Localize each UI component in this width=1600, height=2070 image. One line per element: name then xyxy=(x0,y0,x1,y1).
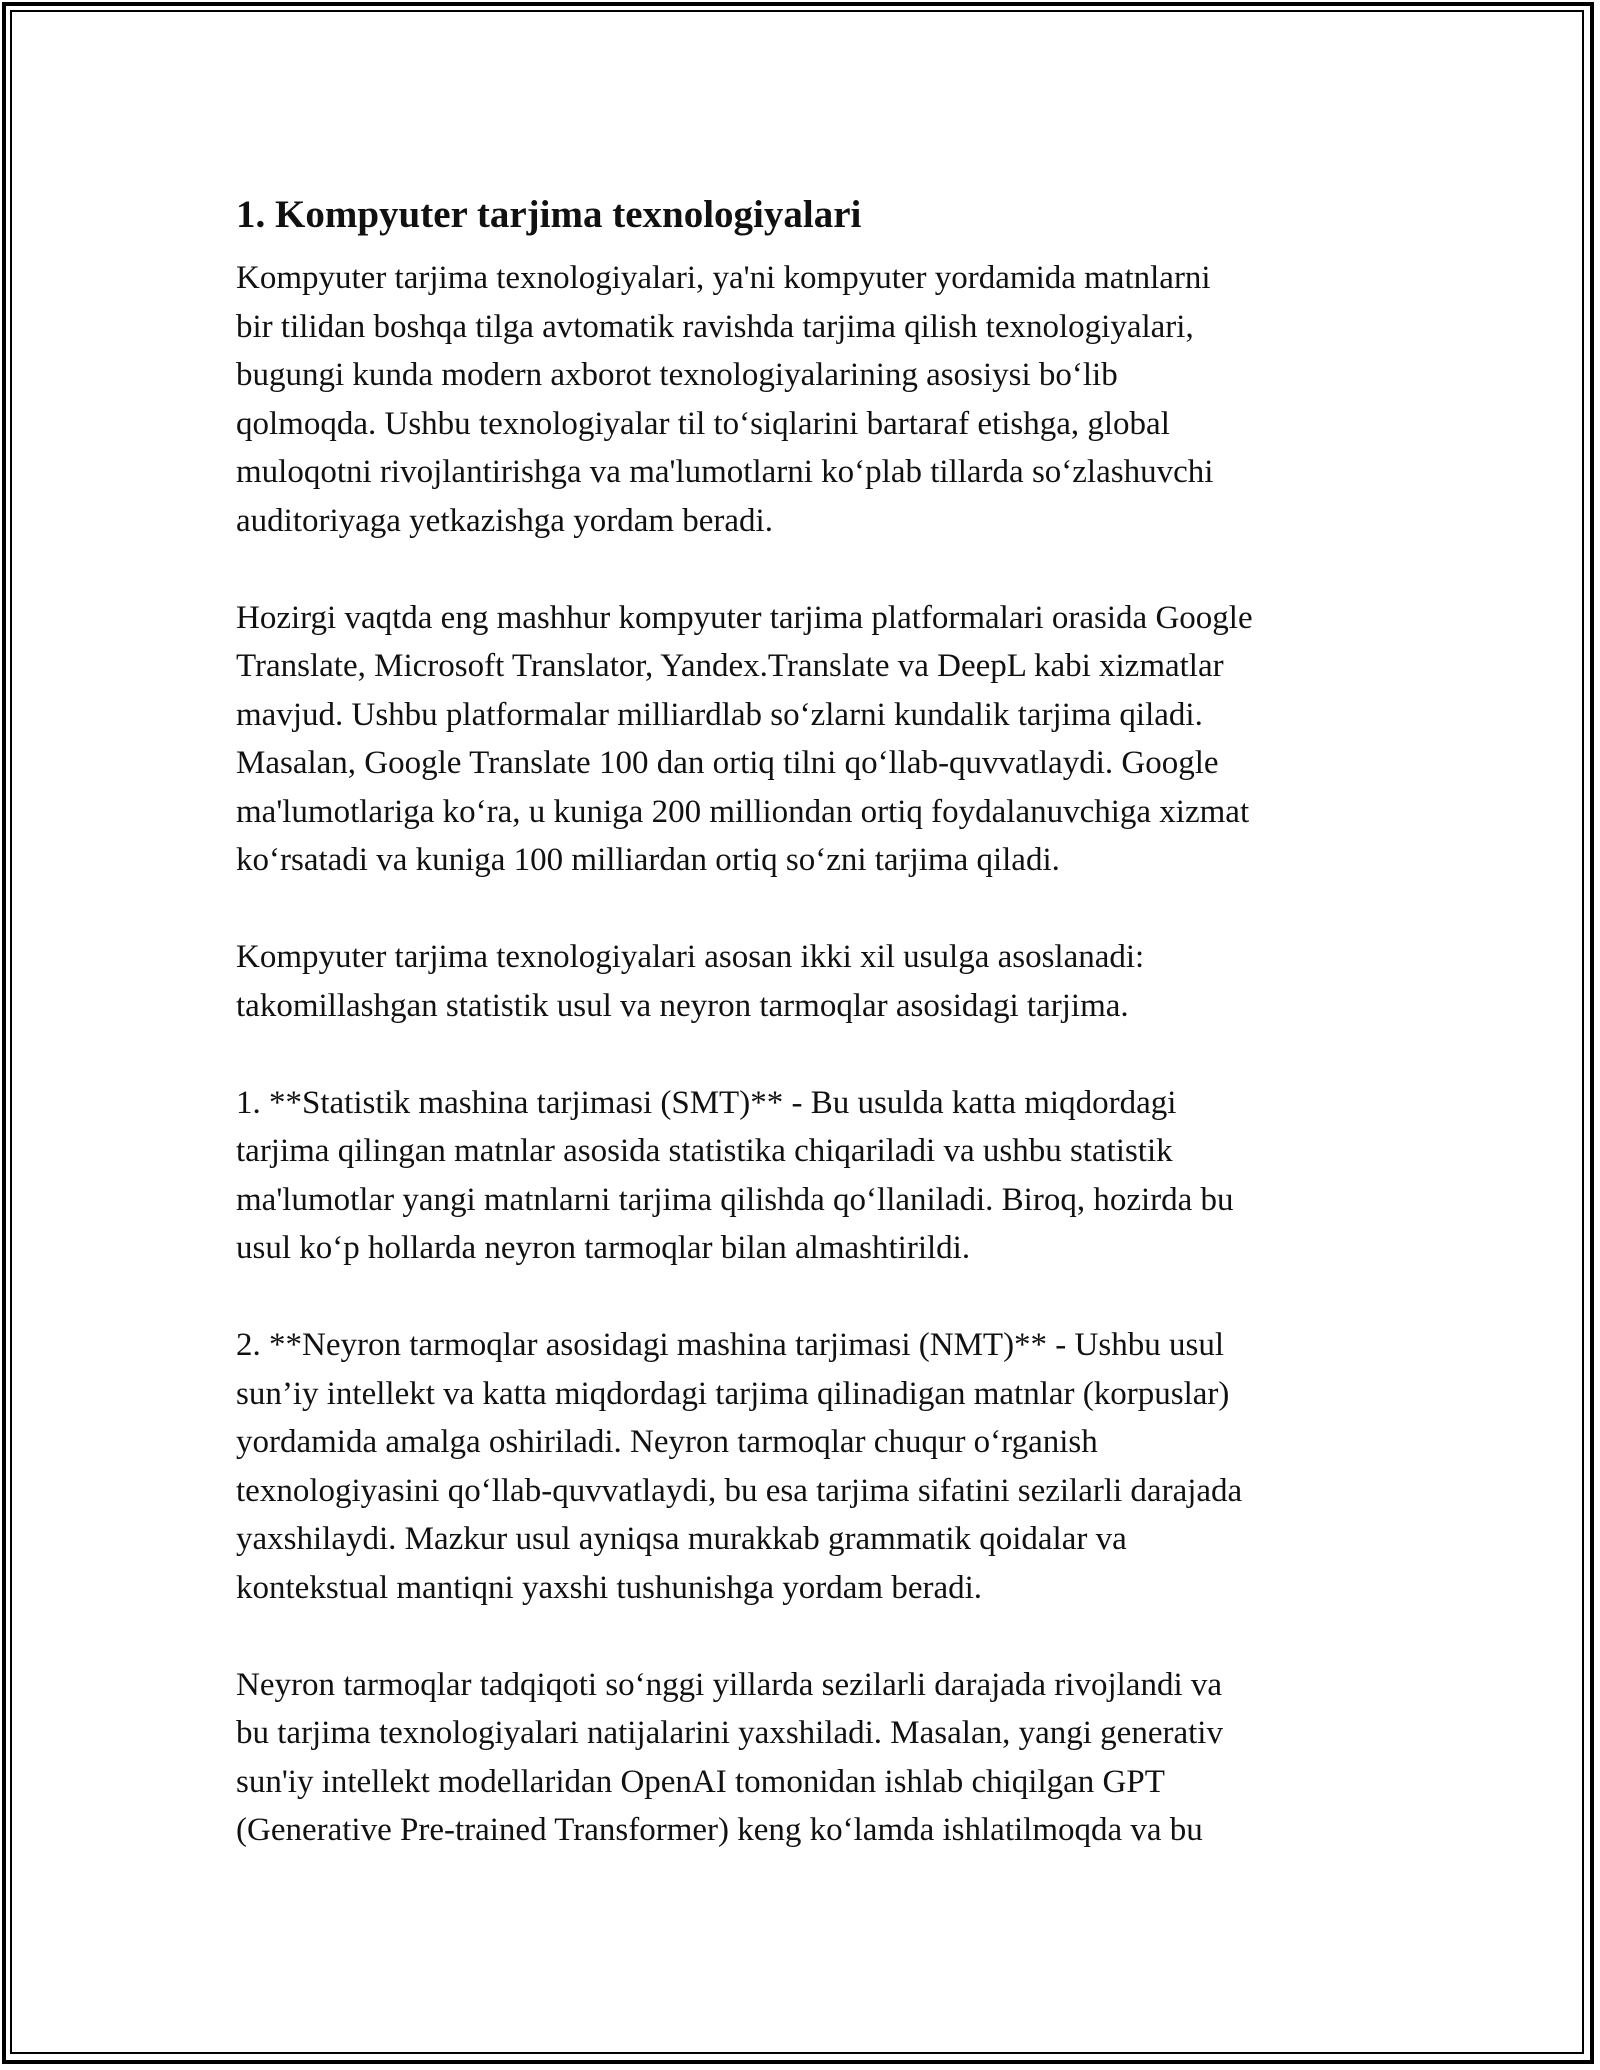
paragraph-methods xyxy=(236,933,1386,1030)
text-line: muloqotni rivojlantirishga va ma'lumotlarni koʻplab tillarda soʻzlashuvchi xyxy=(236,454,1214,490)
text-line: sun'iy intellekt modellaridan OpenAI tomonidan ishlab chiqilgan GPT xyxy=(236,1763,1165,1800)
text-line: 1. **Statistik mashina tarjimasi (SMT)** - Bu usulda katta miqdordagi xyxy=(236,1084,1177,1121)
text-line: tarjima qilingan matnlar asosida statistika chiqariladi va ushbu statistik xyxy=(236,1133,1173,1169)
text-line: bir tilidan boshqa tilga avtomatik ravishda tarjima qilish texnologiyalari, xyxy=(236,308,1194,345)
paragraph-gap xyxy=(236,1612,1386,1661)
text-line: yordamida amalga oshiriladi. Neyron tarmoqlar chuqur oʻrganish xyxy=(236,1424,1098,1460)
text-line: koʻrsatadi va kuniga 100 milliardan ortiq soʻzni tarjima qiladi. xyxy=(236,842,1060,878)
text-line: takomillashgan statistik usul va neyron tarmoqlar asosidagi tarjima. xyxy=(236,987,1129,1024)
paragraph-gap xyxy=(236,545,1386,594)
paragraph-gap xyxy=(236,885,1386,934)
text-line: ma'lumotlar yangi matnlarni tarjima qilishda qoʻllaniladi. Biroq, hozirda bu xyxy=(236,1181,1234,1218)
text-line: mavjud. Ushbu platformalar milliardlab soʻzlarni kundalik tarjima qiladi. xyxy=(236,696,1203,733)
text-line: bu tarjima texnologiyalari natijalarini yaxshiladi. Masalan, yangi generativ xyxy=(236,1715,1223,1751)
text-line: Hozirgi vaqtda eng mashhur kompyuter tarjima platformalari orasida Google xyxy=(236,599,1253,636)
paragraph-gap xyxy=(236,1273,1386,1322)
paragraph-gap xyxy=(236,1030,1386,1079)
text-line: Neyron tarmoqlar tadqiqoti soʻnggi yillarda sezilarli darajada rivojlandi va xyxy=(236,1666,1223,1703)
text-line: auditoriyaga yetkazishga yordam beradi. xyxy=(236,502,773,539)
text-line: bugungi kunda modern axborot texnologiyalarining asosiysi boʻlib xyxy=(236,357,1118,393)
text-line: texnologiyasini qoʻllab-quvvatlaydi, bu esa tarjima sifatini sezilarli darajada xyxy=(236,1472,1243,1509)
text-line: Masalan, Google Translate 100 dan ortiq tilni qoʻllab-quvvatlaydi. Google xyxy=(236,745,1219,781)
paragraph-nmt xyxy=(236,1321,1386,1612)
paragraph-research xyxy=(236,1661,1386,1855)
paragraph-smt xyxy=(236,1079,1386,1273)
document-body xyxy=(236,186,1386,1855)
text-line: yaxshilaydi. Mazkur usul ayniqsa murakkab grammatik qoidalar va xyxy=(236,1521,1127,1557)
section-heading: 1. Kompyuter tarjima texnologiyalari xyxy=(236,193,862,236)
text-line: ma'lumotlariga koʻra, u kuniga 200 milliondan ortiq foydalanuvchiga xizmat xyxy=(236,793,1250,830)
text-line: Kompyuter tarjima texnologiyalari asosan ikki xil usulga asoslanadi: xyxy=(236,939,1145,975)
text-line: (Generative Pre-trained Transformer) keng koʻlamda ishlatilmoqda va bu xyxy=(236,1812,1203,1848)
text-line: Kompyuter tarjima texnologiyalari, ya'ni kompyuter yordamida matnlarni xyxy=(236,260,1211,296)
text-line: usul koʻp hollarda neyron tarmoqlar bilan almashtirildi. xyxy=(236,1230,971,1266)
paragraph-intro xyxy=(236,254,1386,545)
text-line: sun’iy intellekt va katta miqdordagi tarjima qilinadigan matnlar (korpuslar) xyxy=(236,1375,1230,1412)
paragraph-platforms xyxy=(236,594,1386,885)
text-line: qolmoqda. Ushbu texnologiyalar til toʻsiqlarini bartaraf etishga, global xyxy=(236,405,1170,442)
text-line: Translate, Microsoft Translator, Yandex.Translate va DeepL kabi xizmatlar xyxy=(236,648,1224,684)
text-line: kontekstual mantiqni yaxshi tushunishga yordam beradi. xyxy=(236,1569,983,1606)
text-line: 2. **Neyron tarmoqlar asosidagi mashina tarjimasi (NMT)** - Ushbu usul xyxy=(236,1327,1224,1363)
